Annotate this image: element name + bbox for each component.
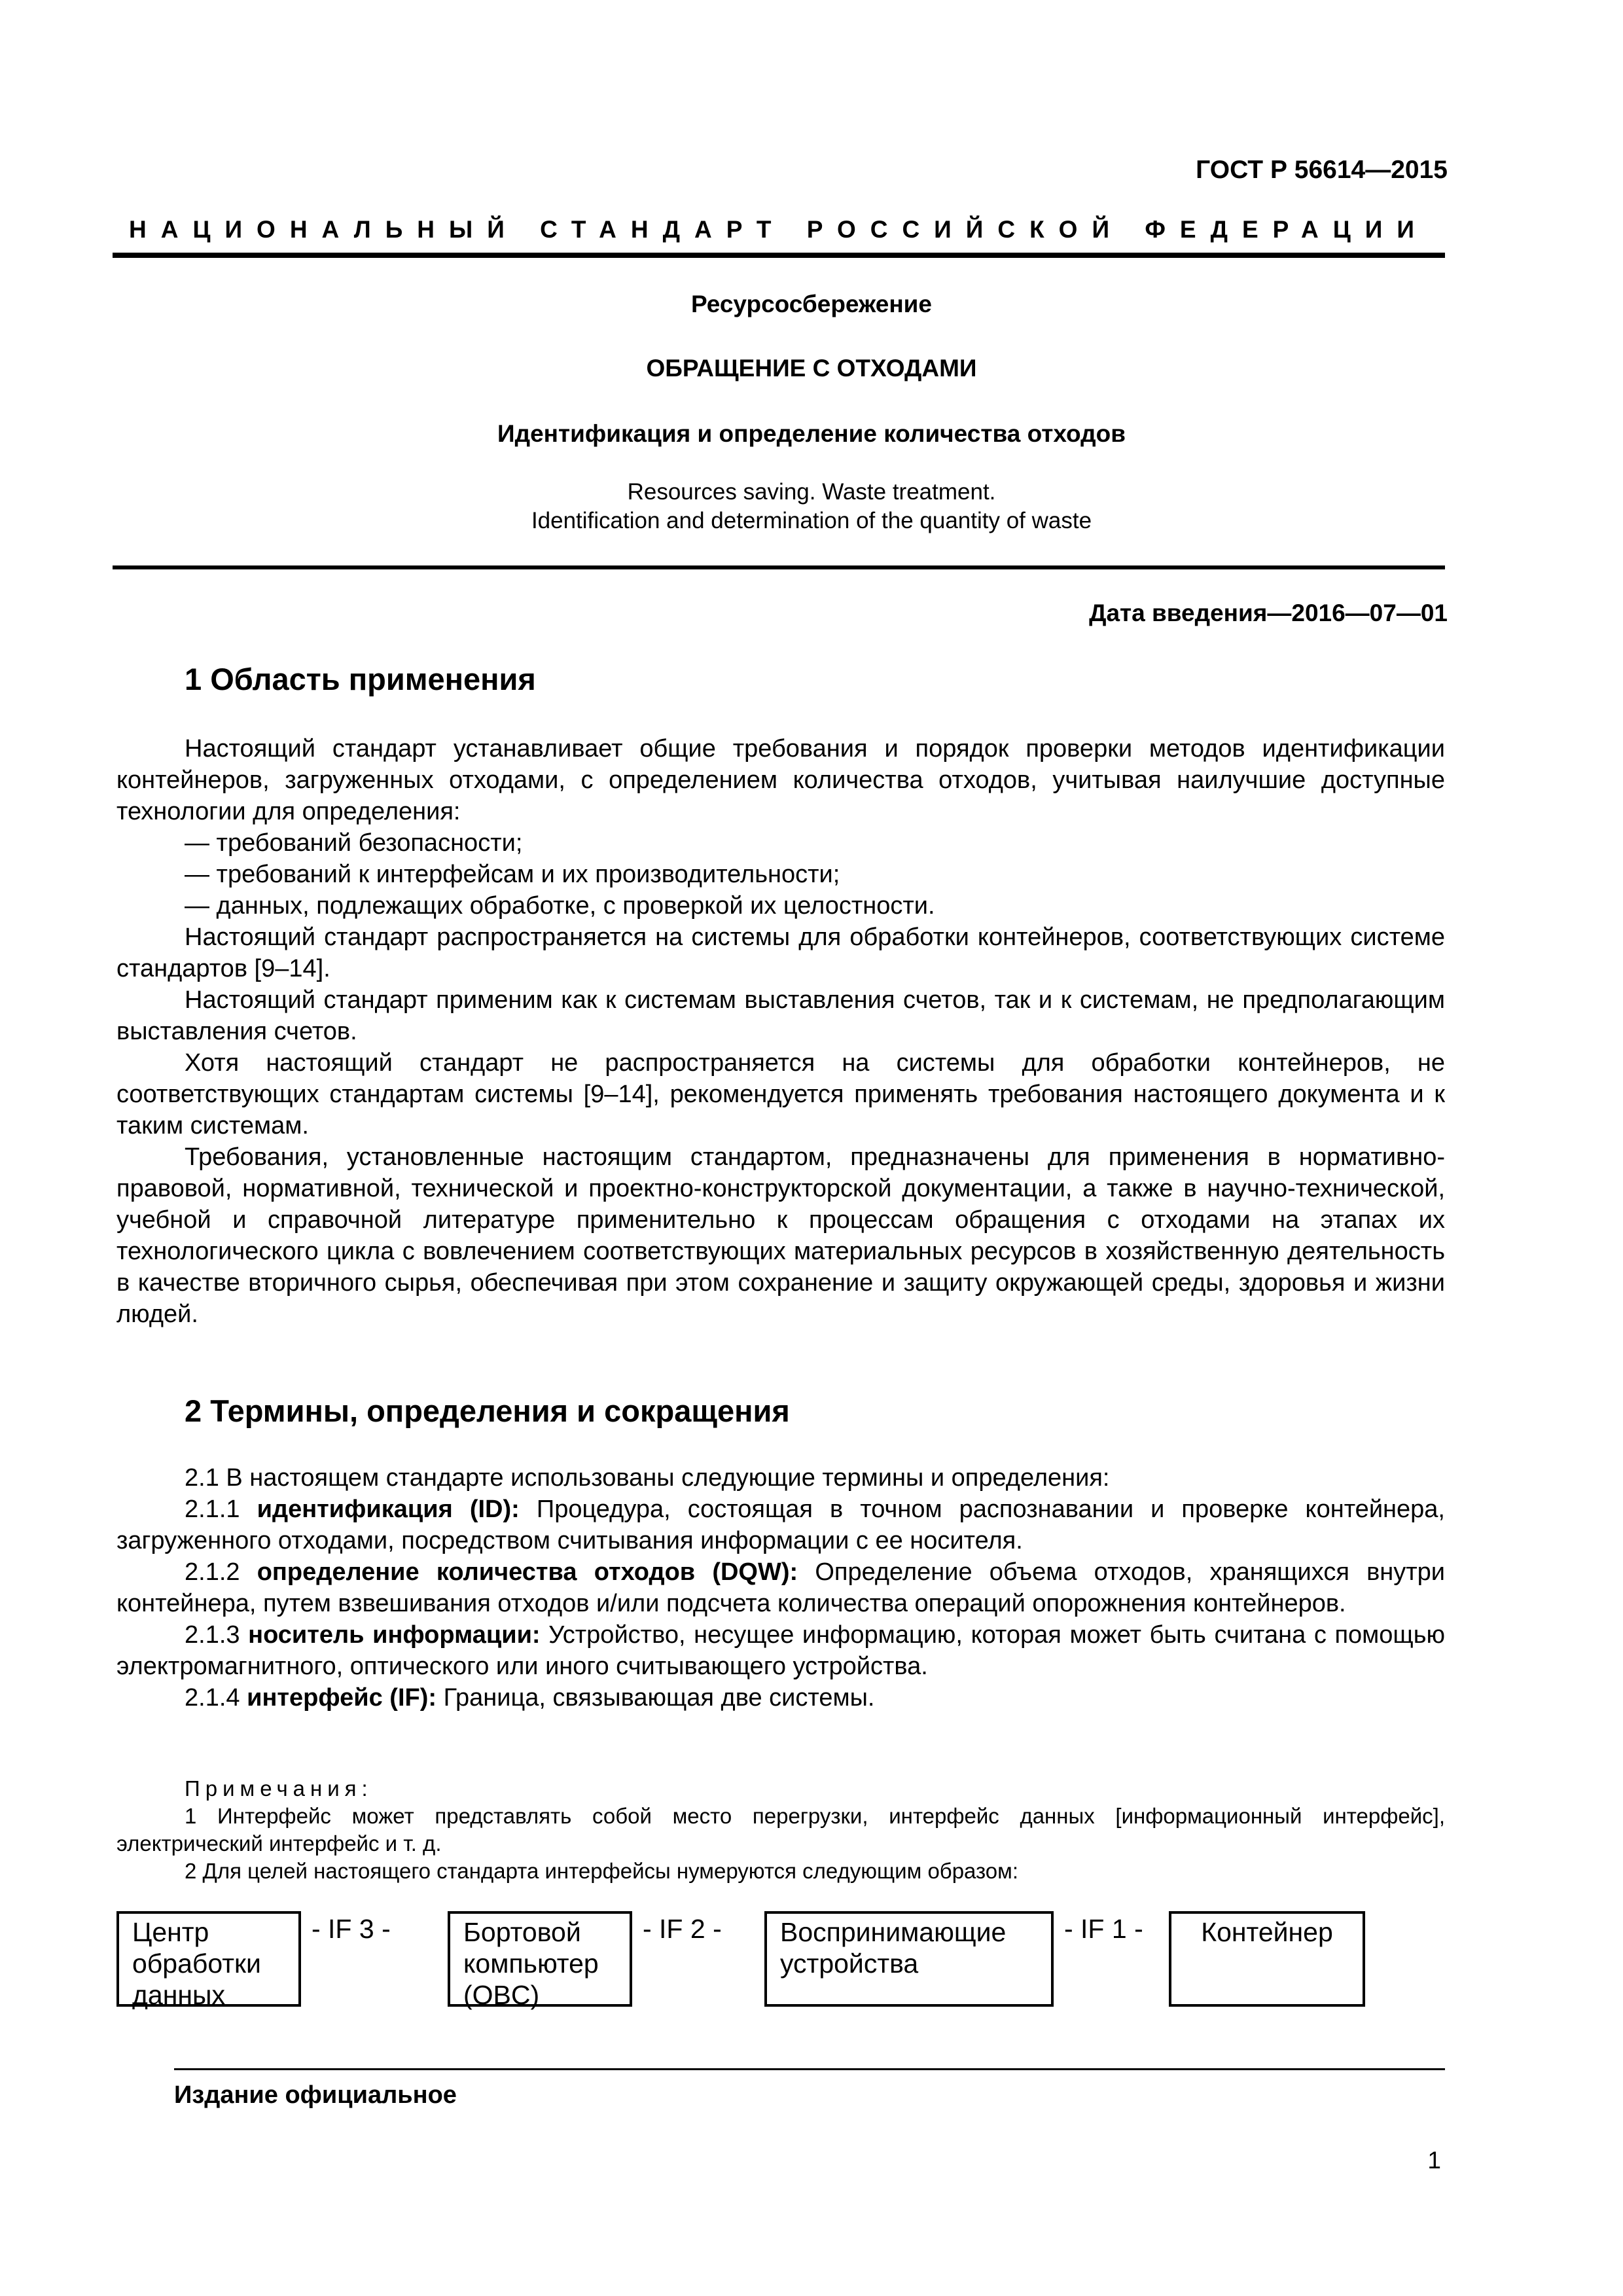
list-item: — данных, подлежащих обработке, с проверкой их целостности. — [185, 892, 935, 920]
section-2-body — [116, 1462, 1445, 1713]
national-standard-banner: НАЦИОНАЛЬНЫЙ СТАНДАРТ РОССИЙСКОЙ ФЕДЕРАЦИИ — [129, 216, 1429, 243]
list-item: — требований к интерфейсам и их производительности; — [185, 861, 840, 888]
english-title-2: Identification and determination of the quantity of waste — [531, 508, 1092, 533]
term-definition — [116, 1494, 1445, 1556]
definition: Граница, связывающая две системы. — [443, 1684, 875, 1712]
page-number: 1 — [1427, 2147, 1441, 2174]
paragraph: Настоящий стандарт распространяется на системы для обработки контейнеров, соответствующих системе стандартов [9–14]. — [116, 924, 1445, 982]
term-number: 2.1.3 — [185, 1621, 240, 1649]
term-number: 2.1.2 — [185, 1558, 240, 1586]
header-divider — [113, 253, 1445, 258]
term-definition — [116, 1619, 1445, 1682]
paragraph: Настоящий стандарт применим как к системам выставления счетов, так и к системам, не предполагающим выставления счетов. — [116, 986, 1445, 1045]
sensing-devices-box: Воспринимающие устройства — [764, 1911, 1054, 2007]
definition: Определение объема отходов, хранящихся внутри контейнера, путем взвешивания отходов и/или подсчета количества операций опорожнения контейнеров. — [116, 1558, 1446, 1617]
notes-label: Примечания: — [185, 1776, 373, 1801]
note: 1 Интерфейс может представлять собой место перегрузки, интерфейс данных [информационный интерфейс], электрический интерфейс и т. д. — [116, 1804, 1445, 1856]
note: 2 Для целей настоящего стандарта интерфейсы нумеруются следующим образом: — [185, 1859, 1018, 1883]
list-item: — требований безопасности; — [185, 829, 523, 857]
notes-block — [116, 1775, 1445, 1885]
paragraph: 2.1 В настоящем стандарте использованы следующие термины и определения: — [185, 1464, 1110, 1492]
term: идентификация (ID): — [257, 1496, 520, 1523]
data-center-box: Центр обработки данных — [116, 1911, 301, 2007]
paragraph: Требования, установленные настоящим стандартом, предназначены для применения в нормативно-правовой, нормативной, технической и проектно-конструкторской документации, а также в научно-технической, учебной и справочной литературе применительно к процессам обращения с отходами на этапах их технологического цикла с вовлечением соответствующих материальных ресурсов в хозяйственную деятельность в качестве вторичного сырья, обеспечивая при этом сохранение и защиту окружающей среды, здоровья и жизни людей. — [116, 1143, 1445, 1328]
title-line-1: Ресурсосбережение — [690, 291, 932, 317]
official-edition-label: Издание официальное — [174, 2081, 457, 2109]
term-definition — [116, 1682, 1445, 1713]
definition: Процедура, состоящая в точном распознавании и проверке контейнера, загруженного отходами, посредством считывания информации с ее носителя. — [116, 1496, 1445, 1554]
if3-connector: - IF 3 - — [312, 1914, 391, 1944]
container-box: Контейнер — [1169, 1911, 1365, 2007]
if1-connector: - IF 1 - — [1064, 1914, 1143, 1944]
paragraph: Настоящий стандарт устанавливает общие требования и порядок проверки методов идентификации контейнеров, загруженных отходами, с определением количества отходов, учитывая наилучшие доступные технологии для определения: — [116, 735, 1445, 825]
english-title-1: Resources saving. Waste treatment. — [627, 479, 996, 505]
section-2-heading: 2 Термины, определения и сокращения — [185, 1393, 790, 1428]
definition: Устройство, несущее информацию, которая может быть считана с помощью электромагнитного, оптического или иного считывающего устройства. — [116, 1621, 1445, 1680]
term-number: 2.1.1 — [185, 1496, 240, 1523]
title-line-3: Идентификация и определение количества отходов — [497, 420, 1126, 447]
paragraph: Хотя настоящий стандарт не распространяется на системы для обработки контейнеров, не соответствующих стандартам системы [9–14], рекомендуется применять требования настоящего документа и к таким системам. — [116, 1049, 1445, 1139]
term: интерфейс (IF): — [247, 1684, 437, 1712]
term-definition — [116, 1556, 1445, 1619]
term: определение количества отходов (DQW): — [257, 1558, 798, 1586]
section-1-body — [116, 733, 1445, 1330]
document-number: ГОСТ Р 56614—2015 — [1196, 156, 1448, 184]
effective-date: Дата введения—2016—07—01 — [1089, 600, 1448, 626]
section-1-heading: 1 Область применения — [185, 662, 536, 696]
footer-divider — [174, 2068, 1445, 2070]
if2-connector: - IF 2 - — [643, 1914, 722, 1944]
onboard-computer-box: Бортовой компьютер (OBC) — [448, 1911, 632, 2007]
title-divider — [113, 565, 1445, 569]
term: носитель информации: — [248, 1621, 541, 1649]
term-number: 2.1.4 — [185, 1684, 240, 1712]
title-line-2: ОБРАЩЕНИЕ С ОТХОДАМИ — [646, 355, 977, 382]
